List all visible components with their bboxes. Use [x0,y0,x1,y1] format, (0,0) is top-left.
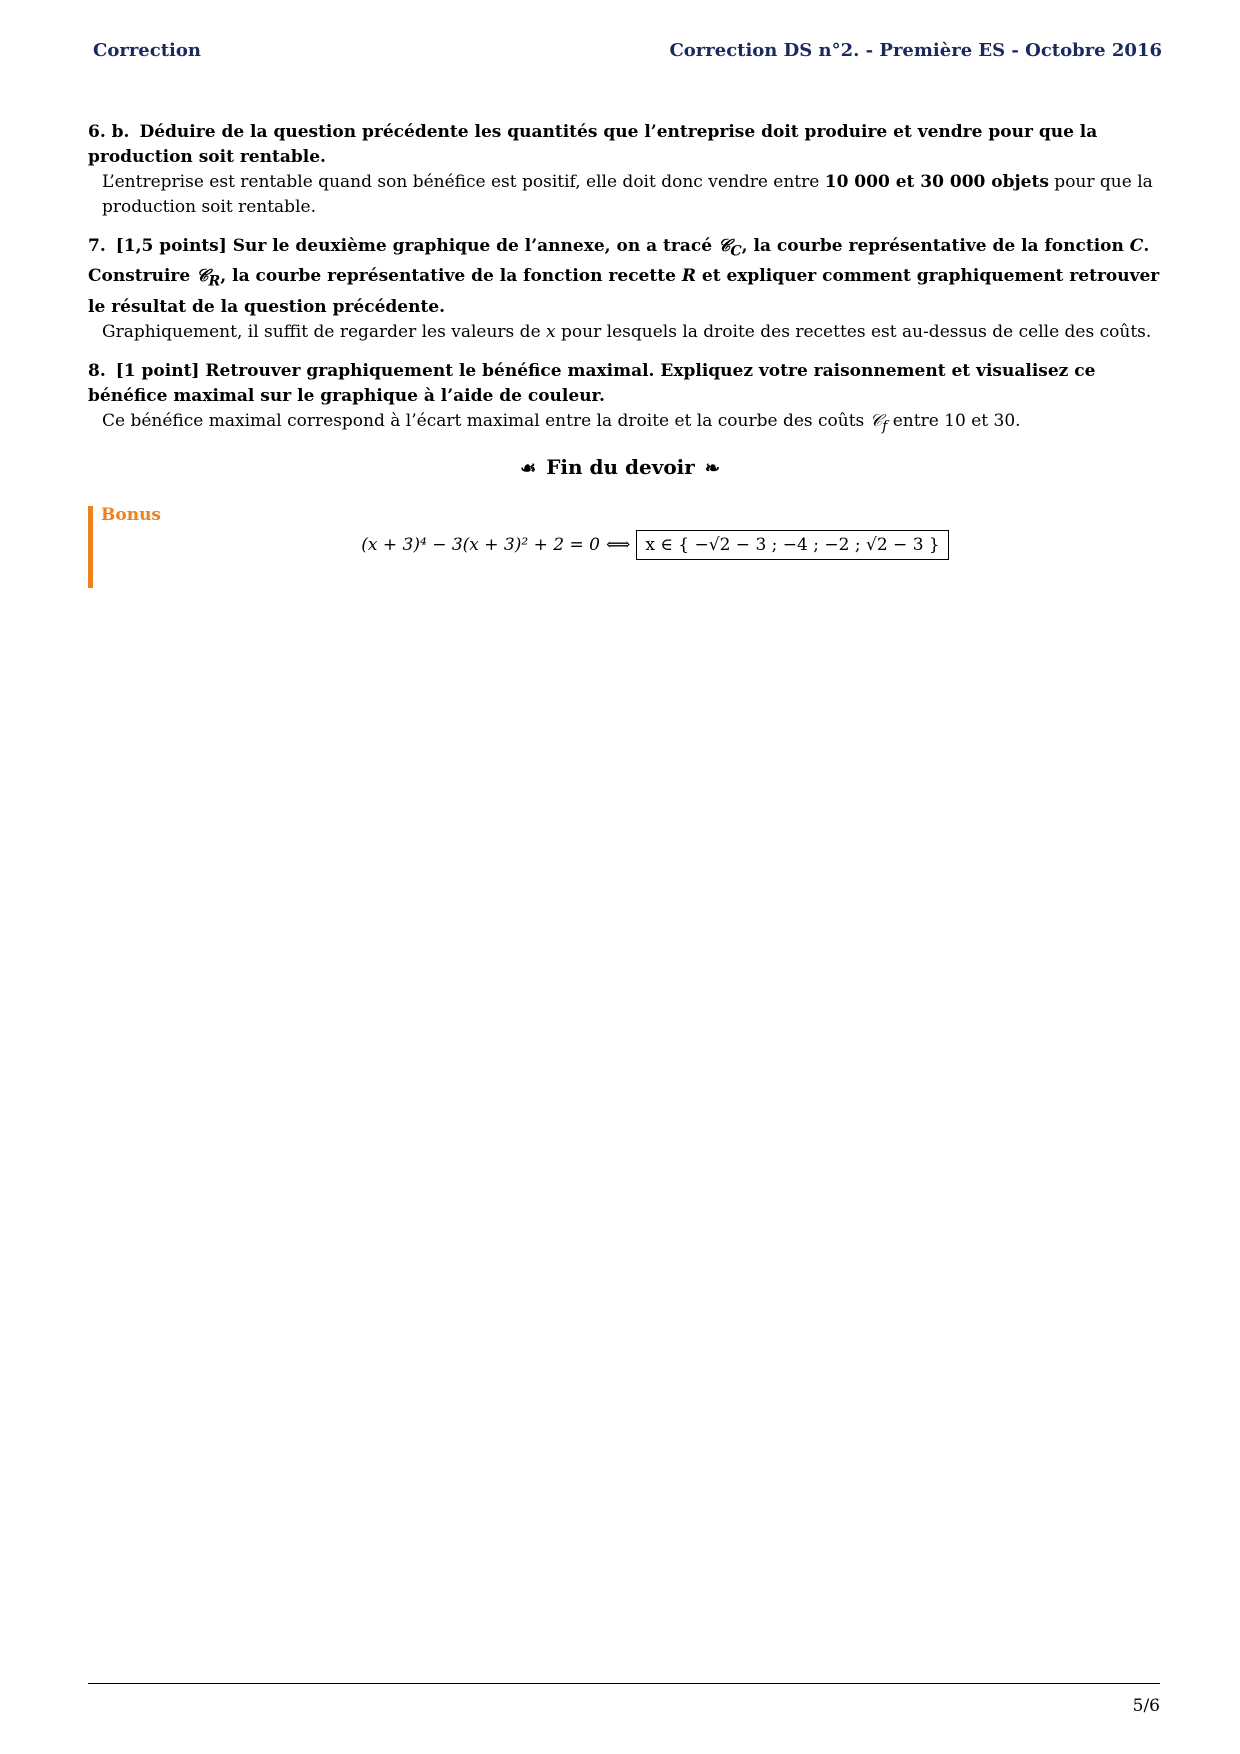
footer-divider [88,1683,1160,1684]
q8-answer-pre: Ce bénéfice maximal correspond à l’écart maximal entre la droite et la courbe des coûts [102,410,870,431]
equation-rhs: x ∈ { −√2 − 3 ; −4 ; −2 ; √2 − 3 } [645,535,940,555]
question-7-statement [88,234,1160,320]
question-6b-text: Déduire de la question précédente les quantités que l’entreprise doit produire et vendre pour que la production soit rentable. [88,122,1098,167]
curve-cc-symbol: 𝒞 [717,236,731,256]
bonus-label: Bonus [101,505,161,525]
q7-answer-post: pour lesquels la droite des recettes est au-dessus de celle des coûts. [555,321,1152,342]
q7-answer-pre: Graphiquement, il suffit de regarder les valeurs de [102,321,547,342]
document-body [88,120,1160,453]
page-header [93,40,1162,70]
bonus-equation [0,530,1240,560]
curve-cc-subscript: C [730,243,742,260]
answer-text-end: pour que la production soit rentable. [102,172,1153,217]
question-8-statement [88,359,1160,409]
answer-text: L’entreprise est rentable quand son bénéfice est positif, elle doit donc vendre entre [102,172,825,192]
curve-cr-subscript: R [208,273,221,290]
q8-answer-post: entre 10 et 30. [887,410,1021,431]
ornament-left-icon: ☙ [520,458,537,479]
equation-lhs: (x + 3)⁴ − 3(x + 3)² + 2 = 0 [361,535,600,555]
header-left: Correction [93,40,201,61]
end-of-exam-text: Fin du devoir [546,455,695,479]
question-8-answer [88,409,1160,439]
page-number: 5/6 [1132,1696,1160,1716]
header-right: Correction DS n°2. - Première ES - Octobre 2016 [669,40,1162,61]
ornament-right-icon: ❧ [704,458,720,479]
question-6b-statement [88,120,1160,170]
q7-text-b: , la courbe représentative de la fonction [741,236,1130,256]
q7-text-c: . Construire [88,236,1150,287]
equivalence-symbol: ⟺ [605,535,631,555]
q7-text-e: et expliquer comment graphiquement retrouver le résultat de la question précédente. [88,266,1160,317]
curve-cf-subscript: f [882,418,888,435]
q7-text-d: , la courbe représentative de la fonction recette [220,266,682,287]
variable-x: x [546,321,556,342]
equation-solution-box [636,530,948,560]
answer-highlight: 10 000 et 30 000 objets [824,172,1049,192]
curve-cf-symbol: 𝒞 [869,410,883,431]
q7-text-a: [1,5 points] Sur le deuxième graphique de l’annexe, on a tracé [115,236,718,256]
function-c: C [1129,236,1144,256]
question-6b [88,120,1160,220]
question-8-text: [1 point] Retrouver graphiquement le bénéfice maximal. Expliquez votre raisonnement et visualisez ce bénéfice maximal sur le graphique à l’aide de couleur. [88,360,1096,406]
question-7-answer [88,320,1160,345]
question-6b-number: 6. b. [88,122,130,142]
end-of-exam [0,455,1240,479]
function-r: R [681,266,696,287]
curve-cr-symbol: 𝒞 [196,266,209,287]
question-8 [88,359,1160,439]
question-7-number: 7. [88,236,106,256]
question-6b-answer [88,170,1160,220]
question-7 [88,234,1160,345]
question-8-number: 8. [88,360,106,381]
